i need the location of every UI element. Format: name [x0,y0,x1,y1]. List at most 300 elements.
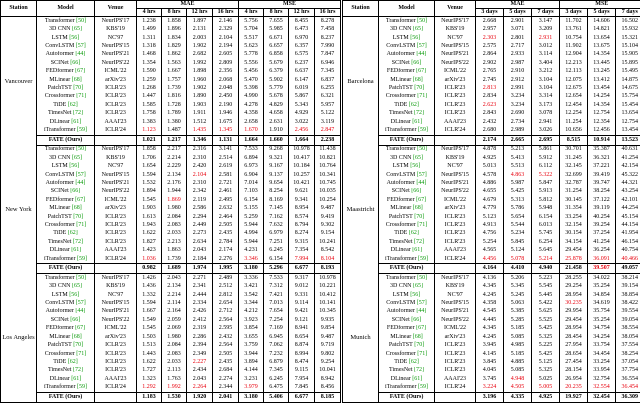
citation-ref-link[interactable]: [65] [411,154,424,161]
citation-ref-link[interactable]: [56] [67,34,80,41]
mae-value: 2.512 [213,283,239,291]
mse-value: 10.754 [560,34,588,42]
venue-label: ICLR'23 [435,84,476,92]
mse-value: 9.854 [315,325,341,333]
model-result-row [1,238,341,246]
mse-value: 7.954 [289,375,315,383]
mae-value: 2.931 [532,34,560,42]
mae-value: 6.112 [532,162,560,170]
mae-value: 2.114 [162,299,187,307]
venue-label: NeurIPS'17 [95,145,137,154]
mse-value: 3.979 [239,383,264,392]
mse-value: 33.254 [560,213,588,221]
citation-ref-link[interactable]: [68] [411,333,423,340]
citation-ref-link[interactable]: [71] [74,221,87,228]
mae-value: 3.209 [532,26,560,34]
citation-ref-link[interactable]: [44] [73,51,86,58]
mse-value: 5.343 [289,101,315,109]
mse-value: 40.466 [616,255,640,264]
mse-value: 4.358 [239,110,264,118]
mse-value: 5.456 [239,68,264,76]
mse-value: 3.421 [239,283,264,291]
model-result-row [343,179,640,187]
citation-ref-link[interactable]: [50] [415,146,428,153]
mae-value: 1.667 [162,68,187,76]
model-result-row [343,154,640,162]
mse-value: 39.419 [588,171,616,179]
venue-label: ICLR'23 [95,367,137,375]
citation-ref-link[interactable]: [68] [411,76,423,83]
model-name: Transformer [50] [37,274,95,283]
venue-label: NeurIPS'22 [95,59,137,67]
citation-ref-link[interactable]: [57] [74,43,86,50]
venue-label [435,264,476,274]
citation-ref-link[interactable]: [44] [414,308,427,315]
venue-label: ICLR'23 [435,213,476,221]
mae-value: 1.862 [162,51,187,59]
citation-ref-link[interactable]: [66] [409,316,422,323]
venue-label: ICLR'23 [435,230,476,238]
citation-ref-link[interactable]: [56] [408,34,421,41]
mae-value: 1.530 [162,392,187,402]
model-name: Crossformer [71] [379,93,435,101]
venue-label: ICLR'23 [435,93,476,101]
citation-ref-link[interactable]: [72] [71,238,83,245]
mse-value: 5.944 [239,238,264,246]
mae-value: 2.684 [213,367,239,375]
citation-ref-link[interactable]: [44] [414,51,427,58]
mae-value: 2.083 [162,350,187,358]
citation-ref-link[interactable]: [57] [415,43,427,50]
citation-ref-link[interactable]: [61] [410,118,423,125]
model-result-row [1,154,341,162]
mse-value: 39.054 [616,316,640,324]
model-result-row [1,51,341,59]
model-result-row [1,213,341,221]
citation-ref-link[interactable]: [67] [414,196,427,203]
mse-value: 45.154 [616,213,640,221]
venue-label: arXiv'23 [95,204,137,212]
mse-value: 9.115 [289,367,315,375]
model-name: TiDE [62] [37,101,95,109]
venue-label: NeurIPS'17 [435,145,476,154]
mae-value: 2.564 [213,316,239,324]
venue-label: NC'97 [435,34,476,42]
mse-value: 15.454 [616,101,640,109]
mse-value: 7.103 [239,188,264,196]
venue-label: NeurIPS'22 [95,188,137,196]
citation-ref-link[interactable]: [72] [71,110,83,117]
horizon-col-header: 7 days [616,9,640,17]
citation-ref-link[interactable]: [62] [407,230,419,237]
model-name: Crossformer [71] [379,350,435,358]
model-name: 3D CNN [65] [379,26,435,34]
mse-value: 13.654 [588,34,616,42]
model-result-row [343,93,640,101]
model-result-row [1,383,341,392]
mae-value: 1.238 [137,17,162,26]
model-result-row [343,274,640,283]
mse-value: 13.454 [588,84,616,92]
model-result-row [1,308,341,316]
mse-value: 29.454 [560,247,588,255]
citation-ref-link[interactable]: [61] [410,375,423,382]
citation-ref-link[interactable]: [44] [73,179,86,186]
citation-ref-link[interactable]: [67] [414,325,427,332]
venue-label: KBS'19 [435,154,476,162]
mse-value: 27.454 [560,358,588,366]
mse-value: 11.254 [560,118,588,126]
citation-ref-link[interactable]: [71] [415,93,428,100]
citation-ref-link[interactable]: [67] [414,68,427,75]
mse-value: 9.254 [315,358,341,366]
citation-ref-link[interactable]: [66] [409,188,422,195]
venue-label: ICLR'23 [435,110,476,118]
mae-value: 2.435 [213,358,239,366]
mae-value: 2.623 [476,101,504,109]
mse-value: 9.487 [315,333,341,341]
venue-label: AAAI'23 [435,247,476,255]
citation-ref-link[interactable]: [70] [412,85,425,92]
model-name: iTransformer [59] [379,383,435,392]
venue-label: ICLR'23 [95,110,137,118]
citation-ref-link[interactable]: [50] [74,274,87,281]
citation-ref-link[interactable]: [70] [71,342,84,349]
citation-ref-link[interactable]: [61] [69,375,82,382]
citation-ref-link[interactable]: [65] [411,26,424,33]
citation-ref-link[interactable]: [68] [70,333,82,340]
citation-ref-link[interactable]: [59] [75,127,87,134]
mse-value: 9.331 [289,291,315,299]
mse-value: 3.119 [315,118,341,126]
mse-value: 35.254 [588,283,616,291]
citation-ref-link[interactable]: [44] [414,179,427,186]
citation-ref-link[interactable]: [65] [70,26,82,33]
mae-value: 2.902 [476,59,504,67]
mse-value: 34.754 [588,325,616,333]
citation-ref-link[interactable]: [44] [73,308,86,315]
citation-ref-link[interactable]: [65] [70,283,82,290]
mae-value: 1.896 [162,26,187,34]
model-result-row [1,145,341,154]
venue-label: ICLR'23 [95,221,137,229]
citation-ref-link[interactable]: [70] [412,213,425,220]
mae-value: 5.745 [532,230,560,238]
citation-ref-link[interactable]: [71] [415,350,428,357]
citation-ref-link[interactable]: [50] [415,274,428,281]
venue-label: ICLR'23 [435,101,476,109]
mse-value: 9.935 [315,316,341,324]
citation-ref-link[interactable]: [56] [408,291,421,298]
citation-ref-link[interactable]: [62] [407,101,419,108]
citation-ref-link[interactable]: [67] [73,68,86,75]
model-result-row [1,358,341,366]
mse-value: 14.354 [588,101,616,109]
mse-value: 10.221 [315,283,341,291]
citation-ref-link[interactable]: [57] [415,300,427,307]
mse-value: 7.169 [264,325,289,333]
mse-value: 10.764 [315,162,341,170]
mae-value: 3.314 [532,93,560,101]
citation-ref-link[interactable]: [56] [67,163,80,170]
citation-ref-link[interactable]: [66] [68,316,81,323]
model-result-row [1,162,341,170]
mae-value: 1.960 [187,76,213,84]
mse-value: 8.874 [289,341,315,349]
mse-value: 37.054 [616,358,640,366]
mse-value: 12.454 [560,101,588,109]
mae-value: 1.499 [137,26,162,34]
col-header-venue: Venue [435,1,476,17]
model-result-row [343,308,640,316]
venue-label: ICLR'24 [435,255,476,264]
model-result-row [343,59,640,67]
mae-value: 2.294 [187,213,213,221]
mae-value: 2.933 [504,51,532,59]
citation-ref-link[interactable]: [65] [70,154,82,161]
mae-value: 3.104 [532,76,560,84]
citation-ref-link[interactable]: [71] [415,221,428,228]
model-result-row [343,34,640,42]
venue-label: NeurIPS'21 [435,51,476,59]
mae-value: 2.765 [476,68,504,76]
model-name: SCINet [66] [37,316,95,324]
mae-value: 4.410 [504,264,532,274]
mae-value: 2.394 [187,341,213,349]
mse-value: 37.254 [588,230,616,238]
mae-value: 2.680 [476,126,504,135]
mse-value: 7.847 [315,51,341,59]
mae-value: 4.925 [532,392,560,402]
citation-ref-link[interactable]: [57] [74,300,86,307]
citation-ref-link[interactable]: [62] [66,101,78,108]
col-header-mae: MAE [476,1,560,9]
model-name: LSTM [56] [379,291,435,299]
citation-ref-link[interactable]: [56] [67,291,80,298]
mse-value: 5.985 [264,26,289,34]
mae-value: 4.885 [504,358,532,366]
mse-value: 14.254 [588,93,616,101]
mae-value: 2.910 [504,68,532,76]
mae-value: 5.123 [476,213,504,221]
mse-value: 9.321 [264,154,289,162]
mae-value: 5.185 [504,325,532,333]
model-name: MLinear [68] [379,204,435,212]
mse-value: 8.941 [289,325,315,333]
model-name: 3D CNN [65] [37,154,95,162]
model-result-row [1,126,341,135]
citation-ref-link[interactable]: [70] [71,213,84,220]
model-name: FEDformer [67] [37,68,95,76]
mse-value: 3.655 [239,333,264,341]
mse-value: 10.745 [315,179,341,187]
citation-ref-link[interactable]: [66] [68,59,81,66]
mse-value: 13.523 [616,135,640,145]
citation-ref-link[interactable]: [71] [74,93,87,100]
model-name: FEDformer [67] [37,196,95,204]
citation-ref-link[interactable]: [57] [74,171,86,178]
citation-ref-link[interactable]: [72] [412,110,424,117]
mae-value: 5.223 [532,274,560,283]
model-name: LSTM [56] [379,34,435,42]
mae-value: 1.447 [137,93,162,101]
mae-value: 2.113 [162,367,187,375]
venue-label: NeurIPS'17 [435,17,476,26]
citation-ref-link[interactable]: [59] [75,255,87,262]
citation-ref-link[interactable]: [67] [73,325,86,332]
model-name: LSTM [56] [37,162,95,170]
citation-ref-link[interactable]: [61] [69,247,82,254]
mae-value: 5.544 [504,221,532,229]
model-name: FATE (Ours) [379,135,435,145]
model-name: SCINet [66] [37,59,95,67]
mae-value: 2.434 [187,367,213,375]
mse-value: 1.670 [239,126,264,135]
citation-ref-link[interactable]: [70] [71,85,84,92]
mse-value: 6.837 [315,76,341,84]
col-header-mse: MSE [239,1,341,9]
mse-value: 3.022 [289,118,315,126]
mae-value: 4.565 [476,247,504,255]
model-name: FATE (Ours) [37,264,95,274]
citation-ref-link[interactable]: [66] [409,59,422,66]
citation-ref-link[interactable]: [72] [412,367,424,374]
mse-value: 29.954 [560,308,588,316]
citation-ref-link[interactable]: [68] [411,205,423,212]
citation-ref-link[interactable]: [50] [415,17,428,24]
venue-label: ICLR'23 [95,84,137,92]
horizon-col-header: 7 days [532,9,560,17]
mae-value: 5.987 [504,179,532,187]
mse-value: 34.454 [588,350,616,358]
model-name: DLinear [61] [379,118,435,126]
model-result-row [1,375,341,383]
citation-ref-link[interactable]: [59] [416,127,428,134]
citation-ref-link[interactable]: [59] [75,384,87,391]
mae-value: 2.003 [187,34,213,42]
mae-value: 2.276 [213,255,239,264]
model-result-row [1,196,341,204]
mse-value: 8.474 [289,358,315,366]
citation-ref-link[interactable]: [62] [66,230,78,237]
mae-value: 1.675 [213,118,239,126]
mse-value: 34.154 [560,238,588,246]
venue-label: ICLR'23 [435,367,476,375]
venue-label: arXiv'23 [95,333,137,341]
citation-ref-link[interactable]: [62] [407,358,419,365]
citation-ref-link[interactable]: [61] [69,118,82,125]
mae-value: 2.341 [187,283,213,291]
model-result-row [343,358,640,366]
horizon-col-header: 16 hrs [213,9,239,17]
citation-ref-link[interactable]: [70] [412,342,425,349]
mse-value: 29.254 [560,283,588,291]
mse-value: 10.041 [315,367,341,375]
citation-ref-link[interactable]: [72] [412,238,424,245]
mse-value: 33.954 [588,367,616,375]
mae-value: 3.745 [476,375,504,383]
venue-label: NeurIPS'22 [435,188,476,196]
mae-value: 2.214 [162,291,187,299]
mae-value: 2.412 [187,316,213,324]
model-name: TiDE [62] [379,101,435,109]
mae-value: 1.423 [137,247,162,255]
mse-value: 8.456 [315,383,341,392]
model-result-row [1,350,341,358]
mae-value: 2.134 [162,171,187,179]
mae-value: 4.940 [532,264,560,274]
mse-value: 7.632 [264,221,289,229]
mse-value: 31.245 [560,154,588,162]
mae-value: 2.329 [213,26,239,34]
mse-value: 16.502 [616,17,640,26]
mse-value: 10.184 [289,162,315,170]
citation-ref-link[interactable]: [56] [408,163,421,170]
citation-ref-link[interactable]: [68] [70,76,82,83]
mae-value: 4.445 [476,316,504,324]
model-result-row [343,118,640,126]
citation-ref-link[interactable]: [62] [66,358,78,365]
mse-value: 46.154 [616,238,640,246]
model-result-row [343,333,640,341]
mse-value: 38.422 [616,299,640,307]
citation-ref-link[interactable]: [59] [416,384,428,391]
mae-value: 5.322 [532,171,560,179]
mse-value: 5.778 [239,51,264,59]
citation-ref-link[interactable]: [59] [416,255,428,262]
citation-ref-link[interactable]: [71] [74,350,87,357]
citation-ref-link[interactable]: [61] [410,247,423,254]
horizon-col-header: 3 days [560,9,588,17]
venue-label: AAAI'23 [95,118,137,126]
mae-value: 1.980 [162,333,187,341]
mae-value: 1.332 [137,291,162,299]
mse-value: 5.867 [289,93,315,101]
citation-ref-link[interactable]: [50] [74,17,87,24]
mae-value: 1.503 [137,333,162,341]
citation-ref-link[interactable]: [57] [415,171,427,178]
model-result-row [343,145,640,154]
citation-ref-link[interactable]: [65] [411,283,424,290]
citation-ref-link[interactable]: [66] [68,188,81,195]
mse-value: 15.905 [616,51,640,59]
mae-value: 1.763 [162,375,187,383]
citation-ref-link[interactable]: [67] [73,196,86,203]
model-result-row [343,291,640,299]
mse-value: 7.533 [239,145,264,154]
mae-value: 1.894 [137,188,162,196]
model-result-row [1,179,341,187]
model-result-row [343,162,640,170]
citation-ref-link[interactable]: [72] [71,367,83,374]
model-result-row [343,247,640,255]
mse-value: 13.761 [560,26,588,34]
mse-value: 6.637 [289,68,315,76]
mae-value: 5.413 [504,154,532,162]
mae-value: 5.422 [532,299,560,307]
citation-ref-link[interactable]: [50] [74,146,87,153]
mae-value: 4.245 [476,291,504,299]
mae-value: 5.325 [532,333,560,341]
mae-value: 4.245 [476,333,504,341]
venue-label: NC'97 [95,34,137,42]
mae-value: 5.513 [504,162,532,170]
station-label: Barcelona [343,17,379,146]
citation-ref-link[interactable]: [68] [70,205,82,212]
mse-value: 6.973 [239,162,264,170]
mae-value: 4.045 [476,367,504,375]
model-result-row [343,204,640,212]
